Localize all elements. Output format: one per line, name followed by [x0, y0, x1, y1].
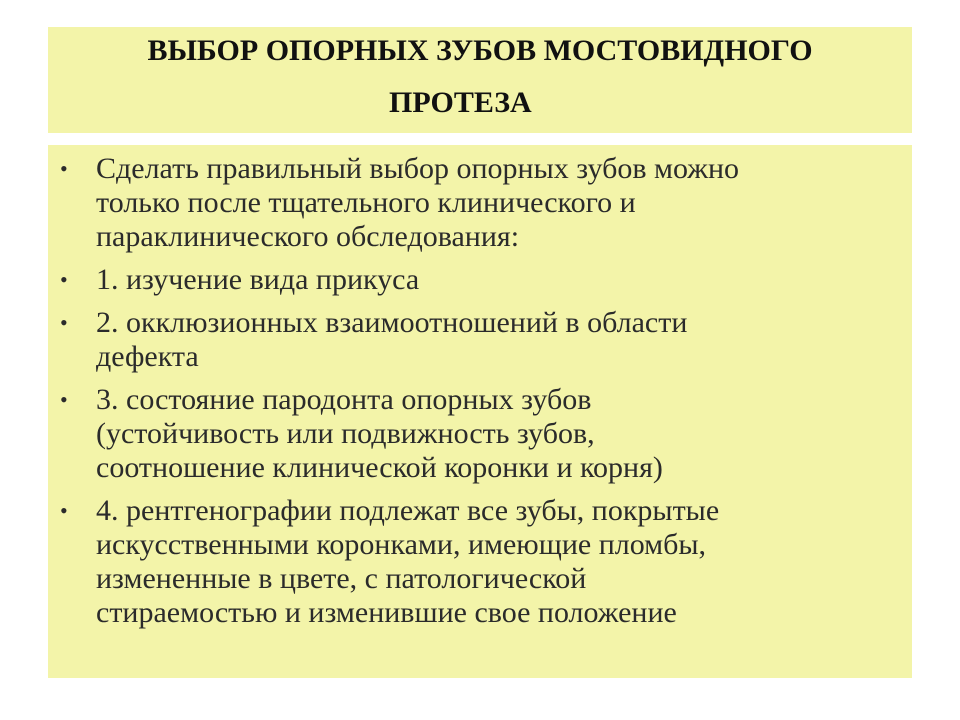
- bullet-3-line-2: дефекта: [96, 340, 199, 373]
- bullet-item-3: [48, 306, 912, 374]
- title-panel: [48, 27, 912, 133]
- bullet-5-line-2: искусственными коронками, имеющие пломбы,: [96, 528, 707, 561]
- slide-title-line-1: ВЫБОР ОПОРНЫХ ЗУБОВ МОСТОВИДНОГО: [147, 34, 813, 67]
- bullet-dot-icon: •: [60, 310, 68, 335]
- bullet-1-line-1: Сделать правильный выбор опорных зубов можно: [96, 152, 740, 185]
- bullet-item-5: [48, 494, 912, 630]
- bullet-item-2: [48, 263, 912, 297]
- bullet-2-line-1: 1. изучение вида прикуса: [96, 263, 420, 296]
- bullet-5-line-4: стираемостью и изменившие свое положение: [96, 596, 677, 629]
- bullet-1-line-2: только после тщательного клинического и: [96, 186, 636, 219]
- bullet-item-1: [48, 152, 912, 254]
- bullet-4-line-2: (устойчивость или подвижность зубов,: [96, 417, 595, 450]
- bullet-3-line-1: 2. окклюзионных взаимоотношений в области: [96, 306, 688, 339]
- bullet-5-line-1: 4. рентгенографии подлежат все зубы, покрытые: [96, 494, 720, 527]
- bullet-5-line-3: измененные в цвете, с патологической: [96, 562, 587, 595]
- bullet-dot-icon: •: [60, 387, 68, 412]
- bullet-4-line-1: 3. состояние пародонта опорных зубов: [96, 383, 592, 416]
- bullet-list: [48, 152, 912, 639]
- slide-title-line-2: ПРОТЕЗА: [389, 86, 532, 119]
- bullet-dot-icon: •: [60, 267, 68, 292]
- content-panel: [48, 145, 912, 678]
- bullet-dot-icon: •: [60, 156, 68, 181]
- bullet-1-line-3: параклинического обследования:: [96, 220, 520, 253]
- bullet-4-line-3: соотношение клинической коронки и корня): [96, 451, 663, 484]
- bullet-dot-icon: •: [60, 498, 68, 523]
- bullet-item-4: [48, 383, 912, 485]
